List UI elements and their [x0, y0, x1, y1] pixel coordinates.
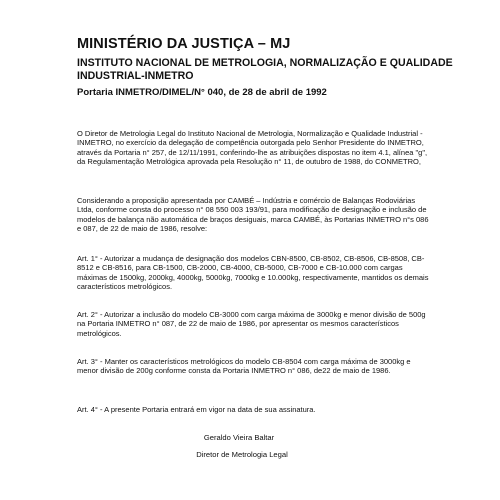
preamble-paragraph: O Diretor de Metrologia Legal do Instituto Nacional de Metrologia, Normalização e Qualidade Industrial -INMETRO, no exercício da delegação de competência outorgada pelo Senhor Presidente do INMETRO, através da Portaria n° 257, de 12/11/1991, conferindo-lhe as atribuições dispostas no item 4.1, alínea "g", da Regulamentação Metrológica aprovada pela Resolução n° 11, de outubro de 1988, do CONMETRO, [77, 129, 428, 166]
article-2: Art. 2° - Autorizar a inclusão do modelo CB-3000 com carga máxima de 3000kg e menor divisão de 500g na Portaria INMETRO n° 087, de 22 de maio de 1986, por apresentar os mesmos característicos metrológicos. [77, 310, 426, 338]
signatory-role: Diretor de Metrologia Legal [196, 450, 288, 459]
considerando-paragraph: Considerando a proposição apresentada por CAMBÉ – Indústria e comércio de Balanças Rodoviárias Ltda, conforme consta do processo n° 08 550 003 193/91, para modificação de designação e inclusão de modelos de balança não automática de braços desiguais, marca CAMBÉ, às Portarias INMETRO n°s 086 e 087, de 22 de maio de 1986, resolve: [77, 196, 429, 233]
ministry-heading: MINISTÉRIO DA JUSTIÇA – MJ [77, 36, 291, 52]
portaria-title: Portaria INMETRO/DIMEL/N° 040, de 28 de abril de 1992 [77, 87, 327, 98]
article-4: Art. 4° - A presente Portaria entrará em vigor na data de sua assinatura. [77, 405, 316, 414]
institute-heading: INSTITUTO NACIONAL DE METROLOGIA, NORMALIZAÇÃO E QUALIDADE INDUSTRIAL-INMETRO [77, 57, 453, 82]
article-1: Art. 1° - Autorizar a mudança de designação dos modelos CBN-8500, CB-8502, CB-8506, CB-8508, CB-8512 e CB-8516, para CB-1500, CB-2000, CB-4000, CB-5000, CB-7000 e CB-10.000 com cargas máximas de 1500kg, 2000kg, 4000kg, 5000kg, 7000kg e 10.000kg, respectivamente, mantidos os demais característicos metrológicos. [77, 254, 429, 291]
article-3: Art. 3° - Manter os característicos metrológicos do modelo CB-8504 com carga máxima de 3000kg e menor divisão de 200g conforme consta da Portaria INMETRO n° 086, de22 de maio de 1986. [77, 357, 411, 376]
signatory-name: Geraldo Vieira Baltar [203, 433, 275, 442]
